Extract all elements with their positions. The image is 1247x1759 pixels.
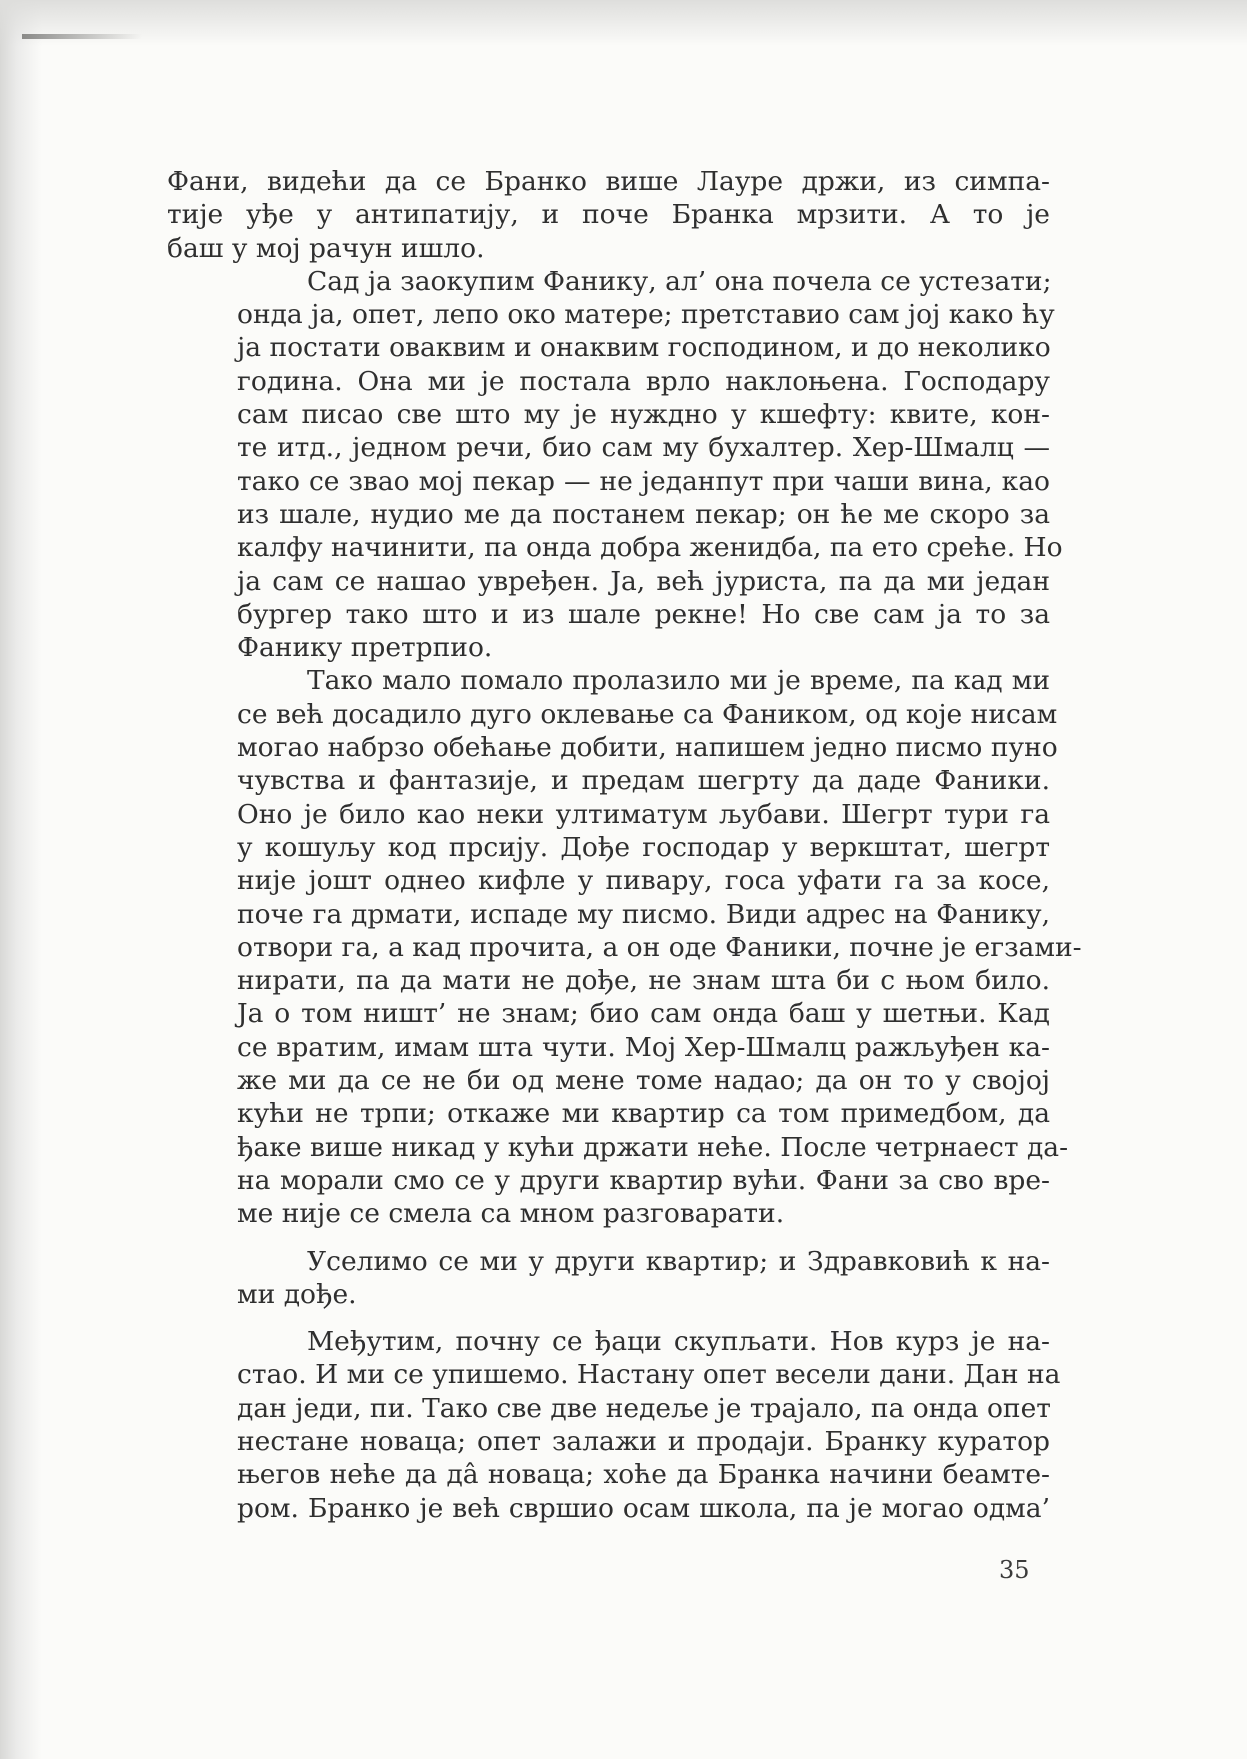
text-line: баш у мој рачун ишло. <box>167 232 485 264</box>
page-number: 35 <box>999 1556 1030 1584</box>
body-text <box>167 165 1082 1525</box>
text-line: бургер тако што и из шале рекне! Но све сам ја то за <box>237 598 1050 630</box>
text-line: нестане новаца; опет залажи и продаји. Бранку куратор <box>237 1425 1050 1457</box>
text-line: ђаке више никад у кући држати неће. После четрнаест да- <box>237 1131 1069 1163</box>
paragraph-5 <box>167 1325 1061 1525</box>
paragraph-4 <box>167 1245 1050 1312</box>
scan-edge-mark <box>22 34 142 39</box>
text-line: же ми да се не би од мене томе надао; да он то у својој <box>237 1065 1050 1097</box>
text-line: његов неће да дâ новаца; хоће да Бранка начини беамте- <box>237 1459 1050 1491</box>
text-line: тако се звао мој пекар — не једанпут при чаши вина, као <box>237 465 1050 497</box>
text-line: ја постати оваквим и онаквим господином, и до неколико <box>237 332 1051 364</box>
text-line: у кошуљу код прсију. Дође господар у веркштат, шегрт <box>237 831 1050 863</box>
text-line: Оно је било као неки ултиматум љубави. Шегрт тури га <box>237 798 1050 830</box>
binding-shadow <box>0 0 42 1759</box>
paragraph-3 <box>167 664 1082 1230</box>
text-line: стао. И ми се упишемо. Настану опет весели дани. Дан на <box>237 1359 1061 1391</box>
text-line: Фанику претрпио. <box>237 632 493 664</box>
text-line: онда ја, опет, лепо око матере; претставио сам јој како ћу <box>237 299 1055 331</box>
text-line: се већ досадило дуго оклевање са Фаником, од које нисам <box>237 698 1058 730</box>
text-line: отвори га, а кад прочита, а он оде Фаники, почне је егзами- <box>237 931 1082 963</box>
text-line: Ја о том ништ’ не знам; био сам онда баш у шетњи. Кад <box>237 998 1050 1030</box>
text-line: ром. Бранко је већ свршио осам школа, па је могао одма’ <box>237 1492 1050 1524</box>
text-line: Сад ја заокупим Фанику, ал’ она почела се устезати; <box>307 265 1052 297</box>
text-line: чувства и фантазије, и предам шегрту да даде Фаники. <box>237 765 1050 797</box>
text-line: могао набрзо обећање добити, напишем једно писмо пуно <box>237 732 1058 764</box>
text-line: ми дође. <box>237 1278 357 1310</box>
text-line: калфу начинити, па онда добра женидба, па ето среће. Но <box>237 532 1063 564</box>
text-line: Међутим, почну се ђаци скупљати. Нов курз је на- <box>307 1326 1050 1358</box>
text-line: Тако мало помало пролазило ми је време, па кад ми <box>307 665 1050 697</box>
text-line: сам писао све што му је нуждно у кшефту: квите, кон- <box>237 399 1050 431</box>
text-line: се вратим, имам шта чути. Мој Хер-Шмалц ражљуђен ка- <box>237 1031 1050 1063</box>
text-line: кући не трпи; откаже ми квартир са том примедбом, да <box>237 1098 1050 1130</box>
text-line: није јошт однео кифле у пивару, госа уфати га за косе, <box>237 865 1050 897</box>
text-line: те итд., једном речи, био сам му бухалтер. Хер-Шмалц — <box>237 432 1050 464</box>
text-line: година. Она ми је постала врло наклоњена. Господару <box>237 365 1050 397</box>
text-line: на морали смо се у други квартир вући. Фани за сво вре- <box>237 1164 1050 1196</box>
text-line: из шале, нудио ме да постанем пекар; он ће ме скоро за <box>237 498 1050 530</box>
paragraph-2 <box>167 265 1063 665</box>
text-line: ме није се смела са мном разговарати. <box>237 1198 785 1230</box>
text-line: Фани, видећи да се Бранко више Лауре држи, из симпа- <box>167 166 1050 197</box>
top-edge-shadow <box>0 0 1247 46</box>
paragraph-1 <box>167 165 1050 265</box>
text-line: ја сам се нашао увређен. Ја, већ јуриста, па да ми један <box>237 565 1050 597</box>
text-line: тије уђе у антипатију, и поче Бранка мрзити. А то је <box>167 199 1050 231</box>
text-line: поче га дрмати, испаде му писмо. Види адрес на Фанику, <box>237 898 1050 930</box>
text-line: Уселимо се ми у други квартир; и Здравковић к на- <box>307 1245 1050 1277</box>
text-line: дан једи, пи. Тако све две недеље је трајало, па онда опет <box>237 1392 1051 1424</box>
text-line: нирати, па да мати не дође, не знам шта би с њом било. <box>237 965 1050 997</box>
